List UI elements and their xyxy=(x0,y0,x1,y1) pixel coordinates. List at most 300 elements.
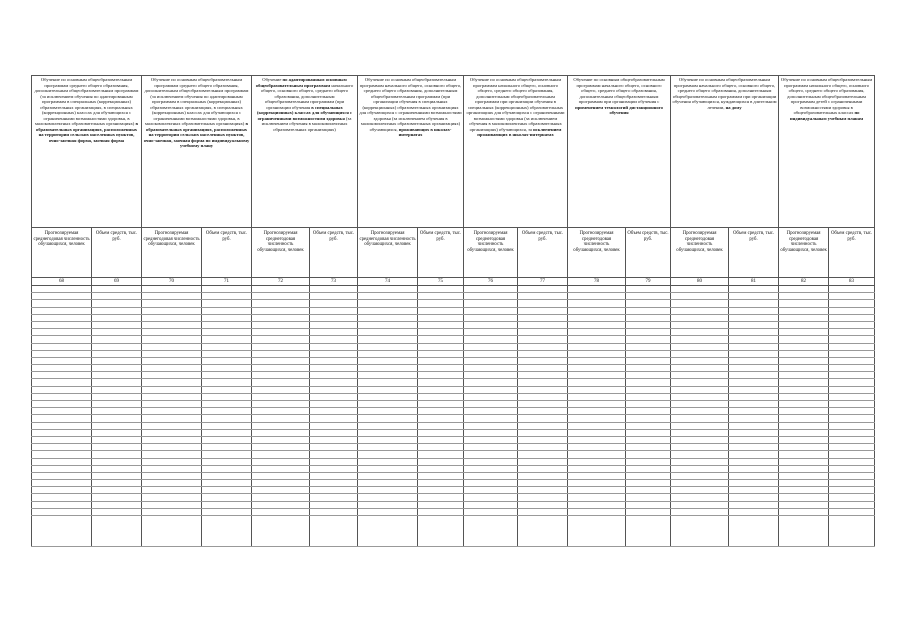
table-cell[interactable] xyxy=(310,307,358,314)
table-cell[interactable] xyxy=(32,436,92,443)
table-cell[interactable] xyxy=(358,307,418,314)
table-cell[interactable] xyxy=(779,293,829,300)
table-cell[interactable] xyxy=(142,365,202,372)
table-cell[interactable] xyxy=(626,393,671,400)
table-cell[interactable] xyxy=(779,444,829,451)
table-cell[interactable] xyxy=(358,480,418,487)
table-cell[interactable] xyxy=(464,307,518,314)
table-cell[interactable] xyxy=(92,343,142,350)
table-cell[interactable] xyxy=(358,386,418,393)
table-cell[interactable] xyxy=(568,343,626,350)
table-cell[interactable] xyxy=(779,429,829,436)
table-cell[interactable] xyxy=(142,458,202,465)
table-cell[interactable] xyxy=(671,300,729,307)
table-cell[interactable] xyxy=(464,372,518,379)
table-cell[interactable] xyxy=(626,343,671,350)
table-cell[interactable] xyxy=(142,472,202,479)
table-cell[interactable] xyxy=(92,422,142,429)
table-cell[interactable] xyxy=(568,444,626,451)
table-cell[interactable] xyxy=(32,422,92,429)
table-cell[interactable] xyxy=(358,465,418,472)
table-cell[interactable] xyxy=(92,472,142,479)
table-cell[interactable] xyxy=(729,480,779,487)
table-cell[interactable] xyxy=(142,321,202,328)
table-cell[interactable] xyxy=(779,472,829,479)
table-cell[interactable] xyxy=(310,343,358,350)
table-cell[interactable] xyxy=(729,293,779,300)
table-cell[interactable] xyxy=(310,508,358,515)
table-cell[interactable] xyxy=(626,350,671,357)
table-cell[interactable] xyxy=(779,357,829,364)
table-cell[interactable] xyxy=(779,458,829,465)
table-cell[interactable] xyxy=(92,314,142,321)
table-cell[interactable] xyxy=(729,401,779,408)
table-cell[interactable] xyxy=(568,286,626,293)
table-cell[interactable] xyxy=(464,494,518,501)
table-cell[interactable] xyxy=(358,508,418,515)
table-cell[interactable] xyxy=(829,379,875,386)
table-cell[interactable] xyxy=(142,516,202,547)
table-cell[interactable] xyxy=(671,516,729,547)
table-cell[interactable] xyxy=(358,415,418,422)
table-cell[interactable] xyxy=(252,307,310,314)
table-cell[interactable] xyxy=(92,286,142,293)
table-cell[interactable] xyxy=(92,379,142,386)
table-cell[interactable] xyxy=(671,472,729,479)
table-cell[interactable] xyxy=(142,415,202,422)
table-cell[interactable] xyxy=(568,314,626,321)
table-cell[interactable] xyxy=(464,365,518,372)
table-cell[interactable] xyxy=(358,293,418,300)
table-cell[interactable] xyxy=(142,501,202,508)
table-cell[interactable] xyxy=(464,444,518,451)
table-cell[interactable] xyxy=(418,401,464,408)
table-cell[interactable] xyxy=(418,444,464,451)
table-cell[interactable] xyxy=(779,422,829,429)
table-cell[interactable] xyxy=(358,300,418,307)
table-cell[interactable] xyxy=(252,415,310,422)
table-cell[interactable] xyxy=(418,314,464,321)
table-cell[interactable] xyxy=(310,501,358,508)
table-cell[interactable] xyxy=(358,451,418,458)
table-cell[interactable] xyxy=(252,472,310,479)
table-cell[interactable] xyxy=(671,321,729,328)
table-cell[interactable] xyxy=(626,307,671,314)
table-cell[interactable] xyxy=(779,329,829,336)
table-cell[interactable] xyxy=(32,480,92,487)
table-cell[interactable] xyxy=(358,408,418,415)
table-cell[interactable] xyxy=(518,516,568,547)
table-cell[interactable] xyxy=(32,386,92,393)
table-cell[interactable] xyxy=(202,314,252,321)
table-cell[interactable] xyxy=(310,314,358,321)
table-cell[interactable] xyxy=(142,314,202,321)
table-cell[interactable] xyxy=(92,480,142,487)
table-cell[interactable] xyxy=(518,401,568,408)
table-cell[interactable] xyxy=(729,300,779,307)
table-cell[interactable] xyxy=(568,300,626,307)
table-cell[interactable] xyxy=(142,480,202,487)
table-cell[interactable] xyxy=(358,429,418,436)
table-cell[interactable] xyxy=(252,480,310,487)
table-cell[interactable] xyxy=(358,458,418,465)
table-cell[interactable] xyxy=(464,314,518,321)
table-cell[interactable] xyxy=(418,422,464,429)
table-cell[interactable] xyxy=(671,436,729,443)
table-cell[interactable] xyxy=(202,286,252,293)
table-cell[interactable] xyxy=(32,508,92,515)
table-cell[interactable] xyxy=(418,501,464,508)
table-cell[interactable] xyxy=(671,372,729,379)
table-cell[interactable] xyxy=(202,386,252,393)
table-cell[interactable] xyxy=(92,372,142,379)
table-cell[interactable] xyxy=(252,365,310,372)
table-cell[interactable] xyxy=(142,422,202,429)
table-cell[interactable] xyxy=(464,300,518,307)
table-cell[interactable] xyxy=(358,365,418,372)
table-cell[interactable] xyxy=(310,436,358,443)
table-cell[interactable] xyxy=(626,458,671,465)
table-cell[interactable] xyxy=(92,508,142,515)
table-cell[interactable] xyxy=(518,422,568,429)
table-cell[interactable] xyxy=(92,429,142,436)
table-cell[interactable] xyxy=(32,393,92,400)
table-cell[interactable] xyxy=(252,393,310,400)
table-cell[interactable] xyxy=(568,372,626,379)
table-cell[interactable] xyxy=(464,480,518,487)
table-cell[interactable] xyxy=(729,422,779,429)
table-cell[interactable] xyxy=(671,379,729,386)
table-cell[interactable] xyxy=(142,336,202,343)
table-cell[interactable] xyxy=(671,422,729,429)
table-cell[interactable] xyxy=(829,321,875,328)
table-cell[interactable] xyxy=(729,336,779,343)
table-cell[interactable] xyxy=(32,494,92,501)
table-cell[interactable] xyxy=(671,314,729,321)
table-cell[interactable] xyxy=(202,494,252,501)
table-cell[interactable] xyxy=(729,451,779,458)
table-cell[interactable] xyxy=(252,357,310,364)
table-cell[interactable] xyxy=(252,386,310,393)
table-cell[interactable] xyxy=(464,293,518,300)
table-cell[interactable] xyxy=(829,286,875,293)
table-cell[interactable] xyxy=(518,293,568,300)
table-cell[interactable] xyxy=(568,508,626,515)
table-cell[interactable] xyxy=(779,343,829,350)
table-cell[interactable] xyxy=(202,343,252,350)
table-cell[interactable] xyxy=(626,436,671,443)
table-cell[interactable] xyxy=(568,415,626,422)
table-cell[interactable] xyxy=(671,415,729,422)
table-cell[interactable] xyxy=(729,386,779,393)
table-cell[interactable] xyxy=(671,293,729,300)
table-cell[interactable] xyxy=(626,365,671,372)
table-cell[interactable] xyxy=(418,480,464,487)
table-cell[interactable] xyxy=(418,516,464,547)
table-cell[interactable] xyxy=(32,300,92,307)
table-cell[interactable] xyxy=(779,321,829,328)
table-cell[interactable] xyxy=(729,516,779,547)
table-cell[interactable] xyxy=(92,436,142,443)
table-cell[interactable] xyxy=(568,408,626,415)
table-cell[interactable] xyxy=(626,386,671,393)
table-cell[interactable] xyxy=(829,487,875,494)
table-cell[interactable] xyxy=(568,321,626,328)
table-cell[interactable] xyxy=(671,401,729,408)
table-cell[interactable] xyxy=(568,516,626,547)
table-cell[interactable] xyxy=(626,336,671,343)
table-cell[interactable] xyxy=(202,307,252,314)
table-cell[interactable] xyxy=(92,465,142,472)
table-cell[interactable] xyxy=(671,508,729,515)
table-cell[interactable] xyxy=(729,458,779,465)
table-cell[interactable] xyxy=(779,286,829,293)
table-cell[interactable] xyxy=(779,508,829,515)
table-cell[interactable] xyxy=(518,372,568,379)
table-cell[interactable] xyxy=(252,372,310,379)
table-cell[interactable] xyxy=(518,451,568,458)
table-cell[interactable] xyxy=(829,386,875,393)
table-cell[interactable] xyxy=(310,487,358,494)
table-cell[interactable] xyxy=(779,314,829,321)
table-cell[interactable] xyxy=(779,480,829,487)
table-cell[interactable] xyxy=(626,429,671,436)
table-cell[interactable] xyxy=(568,357,626,364)
table-cell[interactable] xyxy=(829,314,875,321)
table-cell[interactable] xyxy=(92,386,142,393)
table-cell[interactable] xyxy=(32,321,92,328)
table-cell[interactable] xyxy=(142,307,202,314)
table-cell[interactable] xyxy=(464,465,518,472)
table-cell[interactable] xyxy=(568,487,626,494)
table-cell[interactable] xyxy=(358,343,418,350)
table-cell[interactable] xyxy=(518,329,568,336)
table-cell[interactable] xyxy=(418,379,464,386)
table-cell[interactable] xyxy=(464,451,518,458)
table-cell[interactable] xyxy=(464,472,518,479)
table-cell[interactable] xyxy=(464,336,518,343)
table-cell[interactable] xyxy=(518,393,568,400)
table-cell[interactable] xyxy=(358,494,418,501)
table-cell[interactable] xyxy=(32,458,92,465)
table-cell[interactable] xyxy=(829,300,875,307)
table-cell[interactable] xyxy=(92,321,142,328)
table-cell[interactable] xyxy=(626,321,671,328)
table-cell[interactable] xyxy=(92,494,142,501)
table-cell[interactable] xyxy=(779,401,829,408)
table-cell[interactable] xyxy=(779,300,829,307)
table-cell[interactable] xyxy=(310,286,358,293)
table-cell[interactable] xyxy=(310,458,358,465)
table-cell[interactable] xyxy=(518,300,568,307)
table-cell[interactable] xyxy=(32,343,92,350)
table-cell[interactable] xyxy=(626,401,671,408)
table-cell[interactable] xyxy=(568,480,626,487)
table-cell[interactable] xyxy=(626,501,671,508)
table-cell[interactable] xyxy=(92,336,142,343)
table-cell[interactable] xyxy=(32,472,92,479)
table-cell[interactable] xyxy=(418,494,464,501)
table-cell[interactable] xyxy=(310,401,358,408)
table-cell[interactable] xyxy=(32,379,92,386)
table-cell[interactable] xyxy=(829,357,875,364)
table-cell[interactable] xyxy=(202,451,252,458)
table-cell[interactable] xyxy=(358,444,418,451)
table-cell[interactable] xyxy=(729,393,779,400)
table-cell[interactable] xyxy=(568,451,626,458)
table-cell[interactable] xyxy=(310,472,358,479)
table-cell[interactable] xyxy=(568,293,626,300)
table-cell[interactable] xyxy=(418,415,464,422)
table-cell[interactable] xyxy=(779,372,829,379)
table-cell[interactable] xyxy=(518,286,568,293)
table-cell[interactable] xyxy=(418,343,464,350)
table-cell[interactable] xyxy=(729,494,779,501)
table-cell[interactable] xyxy=(358,472,418,479)
table-cell[interactable] xyxy=(418,458,464,465)
table-cell[interactable] xyxy=(92,516,142,547)
table-cell[interactable] xyxy=(464,286,518,293)
table-cell[interactable] xyxy=(729,472,779,479)
table-cell[interactable] xyxy=(142,379,202,386)
table-cell[interactable] xyxy=(252,321,310,328)
table-cell[interactable] xyxy=(418,286,464,293)
table-cell[interactable] xyxy=(252,286,310,293)
table-cell[interactable] xyxy=(671,480,729,487)
table-cell[interactable] xyxy=(729,365,779,372)
table-cell[interactable] xyxy=(518,415,568,422)
table-cell[interactable] xyxy=(358,350,418,357)
table-cell[interactable] xyxy=(671,350,729,357)
table-cell[interactable] xyxy=(202,480,252,487)
table-cell[interactable] xyxy=(358,286,418,293)
table-cell[interactable] xyxy=(779,307,829,314)
table-cell[interactable] xyxy=(626,472,671,479)
table-cell[interactable] xyxy=(518,343,568,350)
table-cell[interactable] xyxy=(418,365,464,372)
table-cell[interactable] xyxy=(202,293,252,300)
table-cell[interactable] xyxy=(252,494,310,501)
table-cell[interactable] xyxy=(729,321,779,328)
table-cell[interactable] xyxy=(252,508,310,515)
table-cell[interactable] xyxy=(464,350,518,357)
table-cell[interactable] xyxy=(142,494,202,501)
table-cell[interactable] xyxy=(32,516,92,547)
table-cell[interactable] xyxy=(829,429,875,436)
table-cell[interactable] xyxy=(358,379,418,386)
table-cell[interactable] xyxy=(92,365,142,372)
table-cell[interactable] xyxy=(671,408,729,415)
table-cell[interactable] xyxy=(202,508,252,515)
table-cell[interactable] xyxy=(142,372,202,379)
table-cell[interactable] xyxy=(252,458,310,465)
table-cell[interactable] xyxy=(32,487,92,494)
table-cell[interactable] xyxy=(464,429,518,436)
table-cell[interactable] xyxy=(92,393,142,400)
table-cell[interactable] xyxy=(518,472,568,479)
table-cell[interactable] xyxy=(464,401,518,408)
table-cell[interactable] xyxy=(310,329,358,336)
table-cell[interactable] xyxy=(729,307,779,314)
table-cell[interactable] xyxy=(518,429,568,436)
table-cell[interactable] xyxy=(310,336,358,343)
table-cell[interactable] xyxy=(729,329,779,336)
table-cell[interactable] xyxy=(729,487,779,494)
table-cell[interactable] xyxy=(358,436,418,443)
table-cell[interactable] xyxy=(671,286,729,293)
table-cell[interactable] xyxy=(568,458,626,465)
table-cell[interactable] xyxy=(32,501,92,508)
table-cell[interactable] xyxy=(729,436,779,443)
table-cell[interactable] xyxy=(518,494,568,501)
table-cell[interactable] xyxy=(518,321,568,328)
table-cell[interactable] xyxy=(829,458,875,465)
table-cell[interactable] xyxy=(202,422,252,429)
table-cell[interactable] xyxy=(32,329,92,336)
table-cell[interactable] xyxy=(310,379,358,386)
table-cell[interactable] xyxy=(92,408,142,415)
table-cell[interactable] xyxy=(418,329,464,336)
table-cell[interactable] xyxy=(418,465,464,472)
table-cell[interactable] xyxy=(202,372,252,379)
table-cell[interactable] xyxy=(310,293,358,300)
table-cell[interactable] xyxy=(310,386,358,393)
table-cell[interactable] xyxy=(671,329,729,336)
table-cell[interactable] xyxy=(779,451,829,458)
table-cell[interactable] xyxy=(202,401,252,408)
table-cell[interactable] xyxy=(202,350,252,357)
table-cell[interactable] xyxy=(92,415,142,422)
table-cell[interactable] xyxy=(310,350,358,357)
table-cell[interactable] xyxy=(310,429,358,436)
table-cell[interactable] xyxy=(568,393,626,400)
table-cell[interactable] xyxy=(626,372,671,379)
table-cell[interactable] xyxy=(518,465,568,472)
table-cell[interactable] xyxy=(252,516,310,547)
table-cell[interactable] xyxy=(92,357,142,364)
table-cell[interactable] xyxy=(518,408,568,415)
table-cell[interactable] xyxy=(310,465,358,472)
table-cell[interactable] xyxy=(310,300,358,307)
table-cell[interactable] xyxy=(418,300,464,307)
table-cell[interactable] xyxy=(626,293,671,300)
table-cell[interactable] xyxy=(202,357,252,364)
table-cell[interactable] xyxy=(142,429,202,436)
table-cell[interactable] xyxy=(92,487,142,494)
table-cell[interactable] xyxy=(252,422,310,429)
table-cell[interactable] xyxy=(671,307,729,314)
table-cell[interactable] xyxy=(829,365,875,372)
table-cell[interactable] xyxy=(202,329,252,336)
table-cell[interactable] xyxy=(464,329,518,336)
table-cell[interactable] xyxy=(518,379,568,386)
table-cell[interactable] xyxy=(310,372,358,379)
table-cell[interactable] xyxy=(829,501,875,508)
table-cell[interactable] xyxy=(418,472,464,479)
table-cell[interactable] xyxy=(779,487,829,494)
table-cell[interactable] xyxy=(310,516,358,547)
table-cell[interactable] xyxy=(626,415,671,422)
table-cell[interactable] xyxy=(142,487,202,494)
table-cell[interactable] xyxy=(626,357,671,364)
table-cell[interactable] xyxy=(464,508,518,515)
table-cell[interactable] xyxy=(418,408,464,415)
table-cell[interactable] xyxy=(568,379,626,386)
table-cell[interactable] xyxy=(202,458,252,465)
table-cell[interactable] xyxy=(464,379,518,386)
table-cell[interactable] xyxy=(464,458,518,465)
table-cell[interactable] xyxy=(518,386,568,393)
